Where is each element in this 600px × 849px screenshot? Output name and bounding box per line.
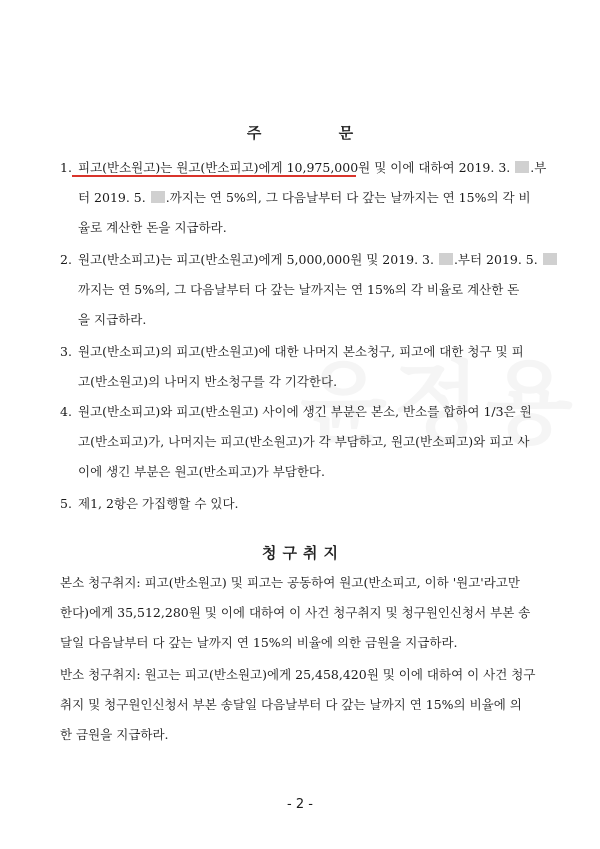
item-line: 피고(반소원고)는 원고(반소피고)에게 10,975,000원 및 이에 대하여 2019. 3. .부 xyxy=(78,160,547,175)
heading-claim: 청구취지 xyxy=(262,544,344,562)
item-line: 이에 생긴 부분은 원고(반소피고)가 부담한다. xyxy=(78,464,325,479)
item-number: 4. xyxy=(60,404,72,419)
redaction-box xyxy=(151,191,165,203)
page-number: - 2 - xyxy=(287,797,313,812)
item-number: 1. xyxy=(60,160,72,175)
item-line: 원고(반소피고)의 피고(반소원고)에 대한 나머지 본소청구, 피고에 대한 청구 및 피 xyxy=(78,344,524,359)
item-line: 원고(반소피고)는 피고(반소원고)에게 5,000,000원 및 2019. 3. .부터 2019. 5. xyxy=(78,245,558,275)
item-line: 고(반소피고)가, 나머지는 피고(반소원고)가 각 부담하고, 원고(반소피고)와 피고 사 xyxy=(78,434,530,449)
item-number: 3. xyxy=(60,344,72,359)
item-line: 제1, 2항은 가집행할 수 있다. xyxy=(78,496,239,511)
item-line: 고(반소원고)의 나머지 반소청구를 각 기각한다. xyxy=(78,374,338,389)
item-line: 을 지급하라. xyxy=(78,312,147,327)
item-number: 2. xyxy=(60,252,72,267)
redaction-box xyxy=(439,253,453,265)
item-line: 터 2019. 5. .까지는 연 5%의, 그 다음날부터 다 갚는 날까지는 연 15%의 각 비 xyxy=(78,190,531,205)
item-line: 까지는 연 5%의, 그 다음날부터 다 갚는 날까지는 연 15%의 각 비율로 계산한 돈 xyxy=(78,282,520,297)
heading-jumun: 주 문 xyxy=(246,124,390,142)
claim-line: 달일 다음날부터 다 갚는 날까지 연 15%의 비율에 의한 금원을 지급하라. xyxy=(60,635,458,650)
claim-line: 취지 및 청구원인신청서 부본 송달일 다음날부터 다 갚는 날까지 연 15%의 비율에 의 xyxy=(60,697,522,712)
redaction-box xyxy=(543,253,557,265)
claim-line: 반소 청구취지: 원고는 피고(반소원고)에게 25,458,420원 및 이에 대하여 이 사건 청구 xyxy=(60,667,536,682)
claim-line: 한다)에게 35,512,280원 및 이에 대하여 이 사건 청구취지 및 청구원인신청서 부본 송 xyxy=(60,605,531,620)
claim-line: 본소 청구취지: 피고(반소원고) 및 피고는 공동하여 원고(반소피고, 이하 '원고'라고만 xyxy=(60,575,520,590)
redaction-box xyxy=(515,161,529,173)
item-number: 5. xyxy=(60,496,72,511)
item-line: 원고(반소피고)와 피고(반소원고) 사이에 생긴 부분은 본소, 반소를 합하여 1/3은 원 xyxy=(78,404,532,419)
item-line: 율로 계산한 돈을 지급하라. xyxy=(78,220,227,235)
claim-line: 한 금원을 지급하라. xyxy=(60,727,169,742)
